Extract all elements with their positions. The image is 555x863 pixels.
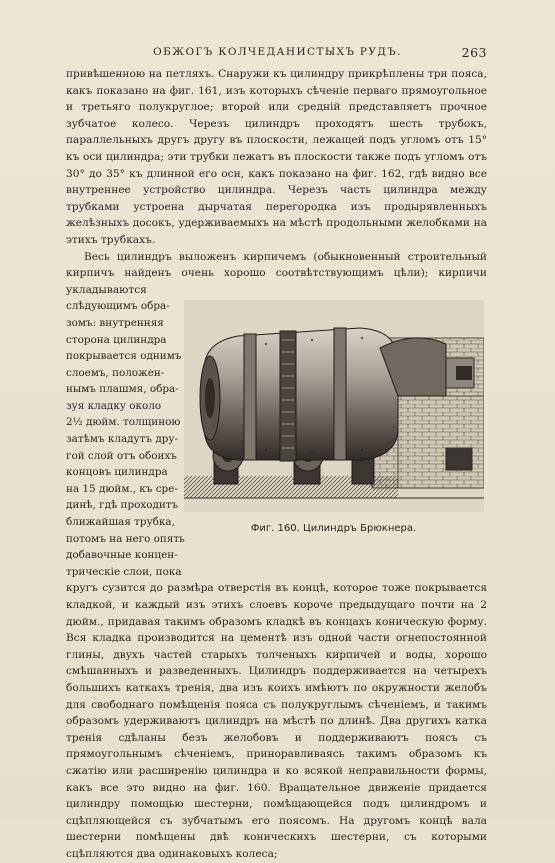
- narrow-line: концовъ цилиндра: [66, 466, 168, 479]
- narrow-line: динѣ, гдѣ проходитъ: [66, 499, 179, 512]
- narrow-line: нымъ плашмя, обра-: [66, 383, 179, 396]
- figure-caption: Фиг. 160. Цилиндръ Брюкнера.: [250, 523, 417, 535]
- narrow-line: на 15 дюйм., къ сре-: [66, 482, 178, 495]
- narrow-line: зомъ: внутренняя: [66, 316, 164, 329]
- narrow-line: ближайшая трубка,: [66, 516, 175, 529]
- text-with-figure: [66, 298, 487, 580]
- narrow-line: добавочные концен-: [66, 549, 178, 562]
- narrow-line: потомъ на него опять: [66, 532, 185, 545]
- paragraph-2-tail-block: [66, 580, 487, 862]
- paragraph-2-tail: кругъ сузится до размѣра отверстія въ концѣ, которое тоже покрывается кладкой, и каждый изъ этихъ слоевъ короче предыдущаго почти на 2 дюйм., придавая такимъ образомъ кладкѣ въ концахъ коническую форму. Вся кладка производится на цементѣ изъ одной части огнепостоянной глины, двухъ частей старыхъ толченыхъ кирпичей и воды, хорошо смѣшанныхъ и разведенныхъ. Цилиндръ поддерживается на четырехъ большихъ каткахъ тренія, два изъ коихъ имѣютъ по окружности желобъ для свободнаго помѣщенія пояса съ полукруглымъ сѣченіемъ, и такимъ образомъ удерживаютъ цилиндръ на мѣстѣ по длинѣ. Два другихъ катка тренія сдѣланы безъ желобовъ и поддерживаютъ поясъ съ прямоугольнымъ сѣченіемъ, приноравливаясь такимъ образомъ къ сжатію или расширенію цилиндра и ко всякой неправильности формы, какъ все это видно на фиг. 160. Вращательное движеніе придается цилиндру помощью шестерни, помѣщающейся подъ цилиндромъ и сцѣпляющейся съ зубчатымъ его поясомъ. На другомъ концѣ вала шестерни помѣщены двѣ коническихъ шестерни, съ которыми сцѣпляются два одинаковыхъ колеса;: [66, 582, 487, 860]
- narrow-text-column: [66, 298, 185, 580]
- narrow-line: трическіе слои, пока: [66, 565, 182, 578]
- narrow-line: зуя кладку около: [66, 399, 162, 412]
- narrow-line: затѣмъ кладутъ дру-: [66, 433, 179, 446]
- narrow-line: слѣдующимъ обра-: [66, 300, 170, 313]
- running-title: ОБЖОГЪ КОЛЧЕДАНИСТЫХЪ РУДЪ.: [153, 46, 402, 58]
- narrow-line: 2½ дюйм. толщиною: [66, 416, 181, 429]
- text-body: [66, 66, 487, 863]
- bruckner-cylinder-engraving: [184, 300, 484, 512]
- page-number: 263: [461, 45, 487, 60]
- paragraph-2-intro: Весь цилиндръ выложенъ кирпичемъ (обыкновенный строительный кирпичъ найденъ очень хорошо соотвѣтствующимъ цѣли); кирпичи укладываются: [66, 250, 487, 296]
- narrow-line: сторона цилиндра: [66, 333, 167, 346]
- narrow-line: слоемъ, положен-: [66, 366, 165, 379]
- paragraph-1: привѣшенною на петляхъ. Снаружи къ цилиндру прикрѣплены три пояса, какъ показано на фиг. 161, изъ которыхъ сѣченіе перваго прямоугольное и третьяго полукруглое; второй или средній представляетъ прочное зубчатое колесо. Черезъ цилиндръ проходятъ шесть трубокъ, параллельныхъ другъ другу въ плоскости, лежащей подъ угломъ отъ 15° къ оси цилиндра; эти трубки лежатъ въ плоскости также подъ угломъ отъ 30° до 35° къ длинной его оси, какъ показано на фиг. 162, гдѣ видно все внутреннее устройство цилиндра. Черезъ часть цилиндра между трубками устроена дырчатая перегородка изъ продырявленныхъ желѣзныхъ досокъ, удерживаемыхъ на мѣстѣ продольными желобками на этихъ трубкахъ.: [66, 68, 487, 246]
- narrow-line: покрывается однимъ: [66, 350, 182, 363]
- figure-160: [180, 298, 487, 580]
- running-header: [0, 46, 555, 62]
- narrow-line: гой слой отъ обоихъ: [66, 449, 177, 462]
